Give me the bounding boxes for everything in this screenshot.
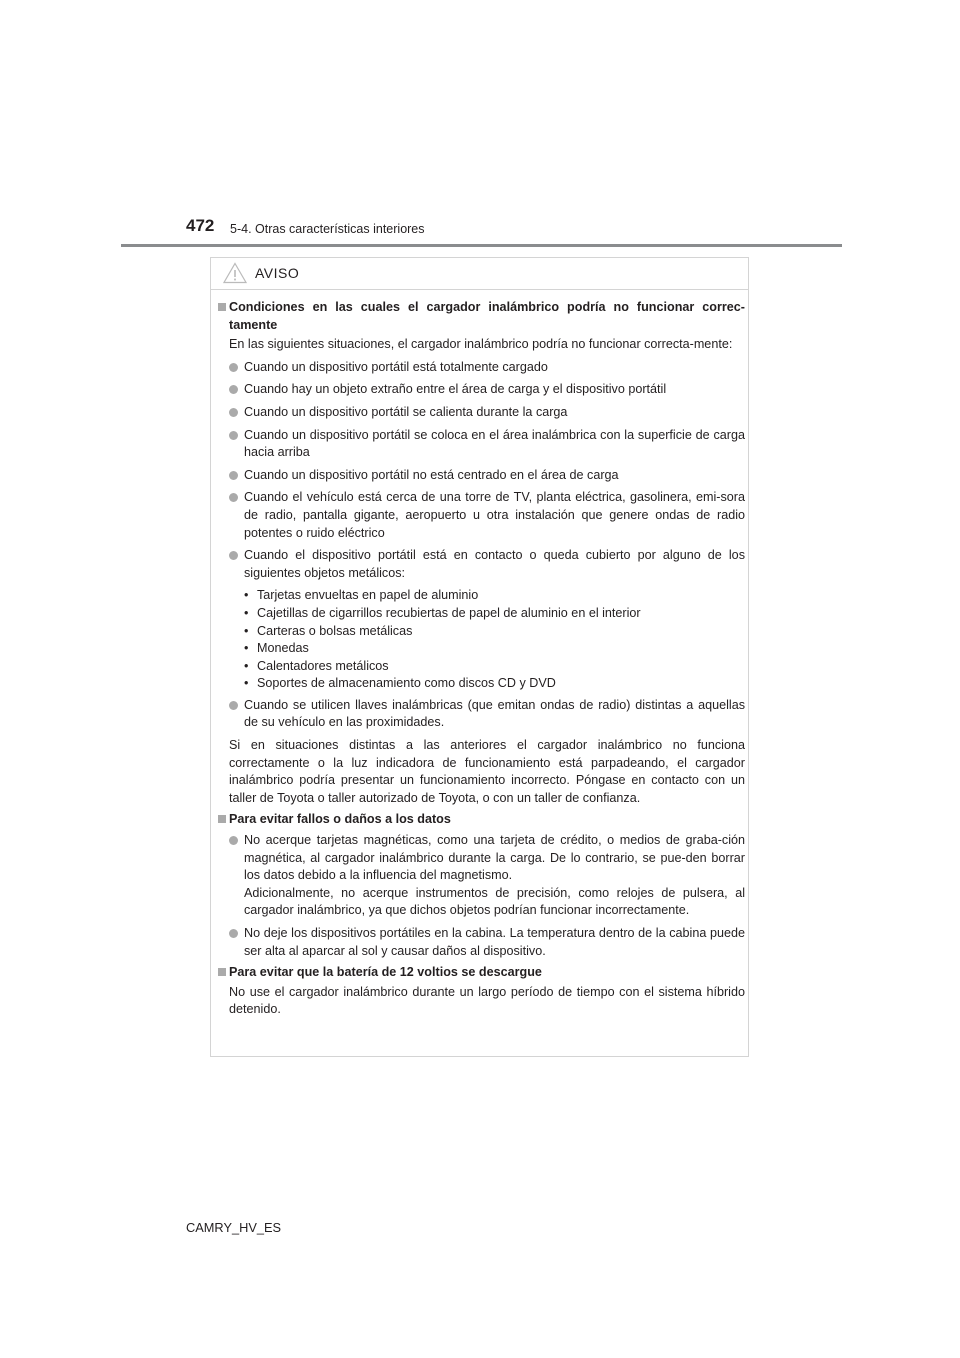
bullet-text: Cuando el vehículo está cerca de una torre de TV, planta eléctrica, gasolinera, emi-sora de radio, pantalla gigante, aeropuerto u otra instalación que genere ondas de radio potentes o ruido eléctrico <box>244 490 745 540</box>
bullet-dot <box>229 431 238 440</box>
bullet-dot <box>229 493 238 502</box>
section-title-data: Para evitar fallos o daños a los datos <box>229 812 451 827</box>
sub-list-item <box>244 623 745 641</box>
bullet-dot <box>229 363 238 372</box>
bullet-text: Cuando un dispositivo portátil está totalmente cargado <box>244 359 548 374</box>
list-item <box>229 489 745 542</box>
bullet-text: Cuando un dispositivo portátil se coloca en el área inalámbrica con la superficie de carga hacia arriba <box>244 427 745 460</box>
sub-bullet: • <box>244 641 249 656</box>
bullet-text: Adicionalmente, no acerque instrumentos de precisión, como relojes de pulsera, al cargador inalámbrico, ya que dichos objetos podrían funcionar incorrectamente. <box>244 885 745 918</box>
bullet-text: Cuando el dispositivo portátil está en contacto o queda cubierto por alguno de los siguientes objetos metálicos: <box>244 548 745 580</box>
metal-objects-list <box>244 587 745 693</box>
list-item <box>229 467 745 485</box>
section-title-wireless: Condiciones en las cuales el cargador inalámbrico podría no funcionar correc-tamente <box>229 300 745 332</box>
bullet-text: Cuando un dispositivo portátil no está centrado en el área de carga <box>244 467 619 482</box>
sub-item-text: Cajetillas de cigarrillos recubiertas de papel de aluminio en el interior <box>257 605 641 620</box>
section-text: No use el cargador inalámbrico durante un largo período de tiempo con el sistema híbrido detenido. <box>229 984 745 1017</box>
warning-content <box>217 299 745 1023</box>
sub-list-item <box>244 587 745 605</box>
sub-item-text: Monedas <box>257 641 309 656</box>
sub-bullet: • <box>244 676 249 691</box>
section-title-battery: Para evitar que la batería de 12 voltios se descargue <box>229 965 542 980</box>
section-wireless-conditions <box>217 299 745 807</box>
section-marker <box>218 303 226 311</box>
section-marker <box>218 815 226 823</box>
warning-header <box>211 258 748 290</box>
warning-title: AVISO <box>255 265 300 281</box>
warning-box <box>210 257 749 1057</box>
bullet-dot <box>229 701 238 710</box>
section-battery <box>217 964 745 1019</box>
sub-item-text: Calentadores metálicos <box>257 658 389 673</box>
sub-item-text: Soportes de almacenamiento como discos CD y DVD <box>257 676 556 691</box>
bullet-text: Cuando un dispositivo portátil se calienta durante la carga <box>244 404 568 419</box>
section-title: 5-4. Otras características interiores <box>230 222 425 236</box>
sub-bullet: • <box>244 588 249 603</box>
sub-list-item <box>244 658 745 676</box>
bullet-text: Cuando se utilicen llaves inalámbricas (que emitan ondas de radio) distintas a aquellas de su vehículo en las proximidades. <box>244 697 745 730</box>
sub-list-item <box>244 640 745 658</box>
sub-item-text: Carteras o bolsas metálicas <box>257 623 413 638</box>
section-data-protection <box>217 811 745 960</box>
document-code: CAMRY_HV_ES <box>186 1220 282 1235</box>
bullet-dot <box>229 408 238 417</box>
bullet-dot <box>229 385 238 394</box>
list-item <box>229 547 745 693</box>
warning-triangle-icon <box>223 262 247 284</box>
list-item <box>229 381 745 399</box>
list-item <box>229 832 745 920</box>
sub-bullet: • <box>244 658 249 673</box>
bullet-dot <box>229 471 238 480</box>
header-rule <box>121 244 842 247</box>
bullet-text: No deje los dispositivos portátiles en la cabina. La temperatura dentro de la cabina puede ser alta al aparcar al sol y causar daños al dispositivo. <box>244 926 745 958</box>
sub-list-item <box>244 675 745 693</box>
bullet-text: Cuando hay un objeto extraño entre el área de carga y el dispositivo portátil <box>244 382 667 397</box>
sub-bullet: • <box>244 623 249 638</box>
list-item <box>229 925 745 960</box>
bullet-dot <box>229 551 238 560</box>
bullet-dot <box>229 836 238 845</box>
sub-bullet: • <box>244 605 249 620</box>
list-item <box>229 697 745 732</box>
sub-item-text: Tarjetas envueltas en papel de aluminio <box>257 588 479 603</box>
section-marker <box>218 968 226 976</box>
section-closing: Si en situaciones distintas a las anteriores el cargador inalámbrico no funciona correctamente o la luz indicadora de funcionamiento está parpadeando, el cargador inalámbrico podría presentar un funcionamiento incorrecto. Póngase en contacto con un taller de Toyota o taller autorizado de Toyota, o con un taller de confianza. <box>229 738 745 805</box>
bullet-dot <box>229 929 238 938</box>
sub-list-item <box>244 605 745 623</box>
list-item <box>229 404 745 422</box>
list-item <box>229 427 745 462</box>
page-number: 472 <box>186 216 215 235</box>
list-item <box>229 359 745 377</box>
section-intro: En las siguientes situaciones, el cargador inalámbrico podría no funcionar correcta-mente: <box>229 337 733 352</box>
bullet-text: No acerque tarjetas magnéticas, como una tarjeta de crédito, o medios de graba-ción magnética, al cargador inalámbrico durante la carga. De lo contrario, se pue-den borrar los datos debido a la influencia del magnetismo. <box>244 833 745 883</box>
